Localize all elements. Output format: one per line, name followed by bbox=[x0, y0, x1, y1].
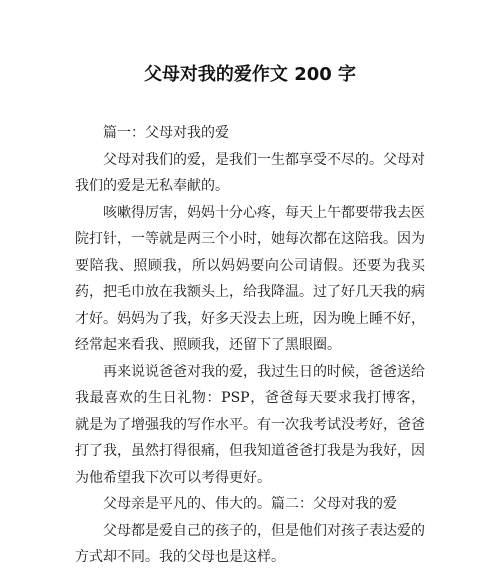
paragraph-6: 父母都是爱自己的孩子的，但是他们对孩子表达爱的方式却不同。我的父母也是这样。 bbox=[75, 522, 425, 565]
paragraph-2: 父母对我们的爱，是我们一生都享受不尽的。父母对我们的爱是无私奉献的。 bbox=[75, 151, 425, 194]
document-body bbox=[75, 120, 425, 571]
document-title: 父母对我的爱作文 200 字 bbox=[143, 64, 357, 85]
paragraph-3: 咳嗽得厉害，妈妈十分心疼，每天上午都要带我去医院打针，一等就是两三个小时，她每次都在这陪我。因为要陪我、照顾我，所以妈妈要向公司请假。还要为我买药，把毛巾放在我额头上，给我降温。过了好几天我的病才好。妈妈为了我，好多天没去上班，因为晚上睡不好，经常起来看我、照顾我，还留下了黑眼圈。 bbox=[75, 204, 425, 353]
paragraph-4: 再来说说爸爸对我的爱，我过生日的时候，爸爸送给我最喜欢的生日礼物：PSP，爸爸每天要求我打博客，就是为了增强我的写作水平。有一次我考试没考好，爸爸打了我，虽然打得很痛，但我知道爸爸打我是为我好，因为他希望我下次可以考得更好。 bbox=[75, 363, 425, 486]
paragraph-5: 父母亲是平凡的、伟大的。篇二：父母对我的爱 bbox=[103, 496, 397, 512]
paragraph-1: 篇一：父母对我的爱 bbox=[103, 125, 229, 141]
